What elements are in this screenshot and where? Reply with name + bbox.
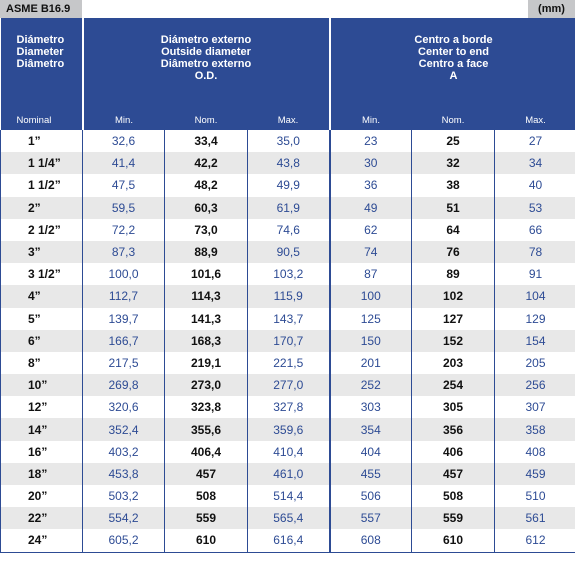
od-nom-cell: 273,0: [165, 374, 248, 396]
table-row: [1, 463, 575, 485]
cte-nom-cell: 457: [412, 463, 495, 485]
od-max-cell: 221,5: [248, 352, 330, 374]
nominal-size-cell: 2 1/2”: [1, 219, 83, 241]
cte-min-cell: 30: [330, 152, 412, 174]
nominal-size-cell: 18”: [1, 463, 83, 485]
cte-max-cell: 34: [495, 152, 575, 174]
cte-nom-cell: 51: [412, 197, 495, 219]
od-max-cell: 359,6: [248, 418, 330, 440]
nominal-size-cell: 5”: [1, 308, 83, 330]
od-max-cell: 170,7: [248, 330, 330, 352]
cte-nom-cell: 305: [412, 396, 495, 418]
od-max-cell: 461,0: [248, 463, 330, 485]
od-header-pt: Diâmetro externo: [160, 58, 252, 70]
cte-min-cell: 201: [330, 352, 412, 374]
cte-max-cell: 612: [495, 529, 575, 552]
standard-label: ASME B16.9: [0, 0, 82, 18]
od-max-cell: 43,8: [248, 152, 330, 174]
cte-min-cell: 125: [330, 308, 412, 330]
nominal-size-cell: 1 1/4”: [1, 152, 83, 174]
cte-nom-cell: 203: [412, 352, 495, 374]
cte-min-cell: 62: [330, 219, 412, 241]
cte-max-cell: 66: [495, 219, 575, 241]
table-row: [1, 529, 575, 552]
od-min-cell: 503,2: [83, 485, 165, 507]
table-row: [1, 352, 575, 374]
od-min-cell: 41,4: [83, 152, 165, 174]
cte-min-cell: 74: [330, 241, 412, 263]
nominal-header-pt: Diâmetro: [16, 58, 65, 70]
cte-min-cell: 87: [330, 263, 412, 285]
od-nom-cell: 610: [165, 529, 248, 552]
nominal-size-cell: 1”: [1, 130, 83, 152]
nominal-size-cell: 1 1/2”: [1, 174, 83, 196]
od-header-es: Diámetro externo: [160, 34, 252, 46]
cte-min-subheader: Min.: [330, 111, 412, 130]
cte-min-cell: 150: [330, 330, 412, 352]
od-header-abbr: O.D.: [194, 70, 218, 82]
cte-header-abbr: A: [449, 70, 458, 82]
od-min-cell: 352,4: [83, 418, 165, 440]
table-row: [1, 485, 575, 507]
table-row: [1, 241, 575, 263]
cte-nom-cell: 32: [412, 152, 495, 174]
cte-max-cell: 307: [495, 396, 575, 418]
od-max-cell: 143,7: [248, 308, 330, 330]
table-body: [1, 130, 575, 552]
table-row: [1, 174, 575, 196]
cte-max-cell: 129: [495, 308, 575, 330]
cte-min-cell: 36: [330, 174, 412, 196]
cte-nom-cell: 64: [412, 219, 495, 241]
nominal-size-cell: 14”: [1, 418, 83, 440]
nominal-header-en: Diameter: [16, 46, 64, 58]
od-nom-cell: 559: [165, 507, 248, 529]
od-nom-cell: 48,2: [165, 174, 248, 196]
top-bar: [0, 0, 575, 18]
od-max-cell: 410,4: [248, 441, 330, 463]
cte-header-es: Centro a borde: [414, 34, 493, 46]
cte-nom-cell: 254: [412, 374, 495, 396]
cte-max-cell: 408: [495, 441, 575, 463]
cte-max-cell: 40: [495, 174, 575, 196]
od-nom-cell: 73,0: [165, 219, 248, 241]
cte-nom-cell: 76: [412, 241, 495, 263]
cte-min-cell: 49: [330, 197, 412, 219]
od-min-cell: 139,7: [83, 308, 165, 330]
dimensions-table: [0, 18, 575, 553]
table-row: [1, 285, 575, 307]
subheader-row: [1, 111, 575, 130]
od-min-cell: 32,6: [83, 130, 165, 152]
od-min-cell: 217,5: [83, 352, 165, 374]
od-nom-cell: 33,4: [165, 130, 248, 152]
cte-header-pt: Centro a face: [418, 58, 489, 70]
cte-max-cell: 154: [495, 330, 575, 352]
od-nom-cell: 141,3: [165, 308, 248, 330]
cte-nom-cell: 508: [412, 485, 495, 507]
header-row: [1, 18, 575, 111]
od-nom-cell: 323,8: [165, 396, 248, 418]
cte-max-cell: 510: [495, 485, 575, 507]
cte-nom-cell: 356: [412, 418, 495, 440]
nominal-subheader: Nominal: [1, 111, 83, 130]
od-nom-cell: 42,2: [165, 152, 248, 174]
od-min-cell: 605,2: [83, 529, 165, 552]
table-row: [1, 263, 575, 285]
cte-nom-cell: 610: [412, 529, 495, 552]
od-max-cell: 49,9: [248, 174, 330, 196]
od-header-en: Outside diameter: [161, 46, 251, 58]
cte-max-cell: 27: [495, 130, 575, 152]
od-min-cell: 166,7: [83, 330, 165, 352]
nominal-size-cell: 2”: [1, 197, 83, 219]
cte-min-cell: 608: [330, 529, 412, 552]
cte-min-cell: 100: [330, 285, 412, 307]
od-max-cell: 565,4: [248, 507, 330, 529]
cte-nom-cell: 152: [412, 330, 495, 352]
table-row: [1, 418, 575, 440]
od-min-cell: 453,8: [83, 463, 165, 485]
od-nom-cell: 101,6: [165, 263, 248, 285]
od-nom-cell: 457: [165, 463, 248, 485]
cte-min-cell: 23: [330, 130, 412, 152]
cte-nom-cell: 127: [412, 308, 495, 330]
cte-max-cell: 91: [495, 263, 575, 285]
od-min-cell: 47,5: [83, 174, 165, 196]
nominal-size-cell: 6”: [1, 330, 83, 352]
center-to-end-header: [330, 18, 575, 111]
od-nom-cell: 219,1: [165, 352, 248, 374]
table-row: [1, 197, 575, 219]
nominal-size-cell: 4”: [1, 285, 83, 307]
nominal-size-cell: 24”: [1, 529, 83, 552]
cte-max-cell: 104: [495, 285, 575, 307]
od-max-cell: 61,9: [248, 197, 330, 219]
od-min-cell: 72,2: [83, 219, 165, 241]
cte-header-en: Center to end: [418, 46, 489, 58]
cte-max-cell: 78: [495, 241, 575, 263]
cte-min-cell: 303: [330, 396, 412, 418]
od-min-cell: 320,6: [83, 396, 165, 418]
outside-diameter-header: [83, 18, 330, 111]
od-nom-cell: 88,9: [165, 241, 248, 263]
cte-min-cell: 252: [330, 374, 412, 396]
table-row: [1, 507, 575, 529]
od-nom-cell: 406,4: [165, 441, 248, 463]
table-row: [1, 330, 575, 352]
cte-nom-cell: 559: [412, 507, 495, 529]
od-min-cell: 269,8: [83, 374, 165, 396]
nominal-size-cell: 10”: [1, 374, 83, 396]
cte-max-cell: 53: [495, 197, 575, 219]
cte-max-cell: 561: [495, 507, 575, 529]
cte-max-cell: 205: [495, 352, 575, 374]
cte-min-cell: 404: [330, 441, 412, 463]
nominal-size-cell: 8”: [1, 352, 83, 374]
cte-nom-cell: 89: [412, 263, 495, 285]
cte-max-subheader: Max.: [495, 111, 575, 130]
od-min-cell: 100,0: [83, 263, 165, 285]
table-row: [1, 441, 575, 463]
nominal-size-cell: 20”: [1, 485, 83, 507]
nominal-size-cell: 16”: [1, 441, 83, 463]
od-min-subheader: Min.: [83, 111, 165, 130]
od-nom-cell: 355,6: [165, 418, 248, 440]
table-row: [1, 308, 575, 330]
cte-max-cell: 358: [495, 418, 575, 440]
od-nom-subheader: Nom.: [165, 111, 248, 130]
nominal-size-cell: 22”: [1, 507, 83, 529]
cte-min-cell: 506: [330, 485, 412, 507]
od-max-cell: 103,2: [248, 263, 330, 285]
od-max-cell: 115,9: [248, 285, 330, 307]
unit-label: (mm): [528, 0, 575, 18]
od-max-subheader: Max.: [248, 111, 330, 130]
cte-nom-cell: 25: [412, 130, 495, 152]
od-max-cell: 277,0: [248, 374, 330, 396]
nominal-size-cell: 3”: [1, 241, 83, 263]
table-row: [1, 219, 575, 241]
od-max-cell: 35,0: [248, 130, 330, 152]
cte-max-cell: 256: [495, 374, 575, 396]
cte-min-cell: 455: [330, 463, 412, 485]
od-min-cell: 112,7: [83, 285, 165, 307]
od-nom-cell: 508: [165, 485, 248, 507]
od-nom-cell: 168,3: [165, 330, 248, 352]
od-min-cell: 554,2: [83, 507, 165, 529]
od-max-cell: 616,4: [248, 529, 330, 552]
cte-nom-cell: 38: [412, 174, 495, 196]
table-row: [1, 130, 575, 152]
table-row: [1, 396, 575, 418]
cte-nom-subheader: Nom.: [412, 111, 495, 130]
cte-nom-cell: 102: [412, 285, 495, 307]
od-max-cell: 327,8: [248, 396, 330, 418]
od-nom-cell: 114,3: [165, 285, 248, 307]
nominal-size-cell: 12”: [1, 396, 83, 418]
nominal-size-cell: 3 1/2”: [1, 263, 83, 285]
od-nom-cell: 60,3: [165, 197, 248, 219]
nominal-diameter-header: [1, 18, 83, 111]
od-min-cell: 403,2: [83, 441, 165, 463]
od-max-cell: 74,6: [248, 219, 330, 241]
od-max-cell: 90,5: [248, 241, 330, 263]
cte-min-cell: 354: [330, 418, 412, 440]
od-min-cell: 87,3: [83, 241, 165, 263]
cte-nom-cell: 406: [412, 441, 495, 463]
cte-max-cell: 459: [495, 463, 575, 485]
od-max-cell: 514,4: [248, 485, 330, 507]
table-row: [1, 152, 575, 174]
table-row: [1, 374, 575, 396]
cte-min-cell: 557: [330, 507, 412, 529]
nominal-header-es: Diámetro: [16, 34, 65, 46]
od-min-cell: 59,5: [83, 197, 165, 219]
